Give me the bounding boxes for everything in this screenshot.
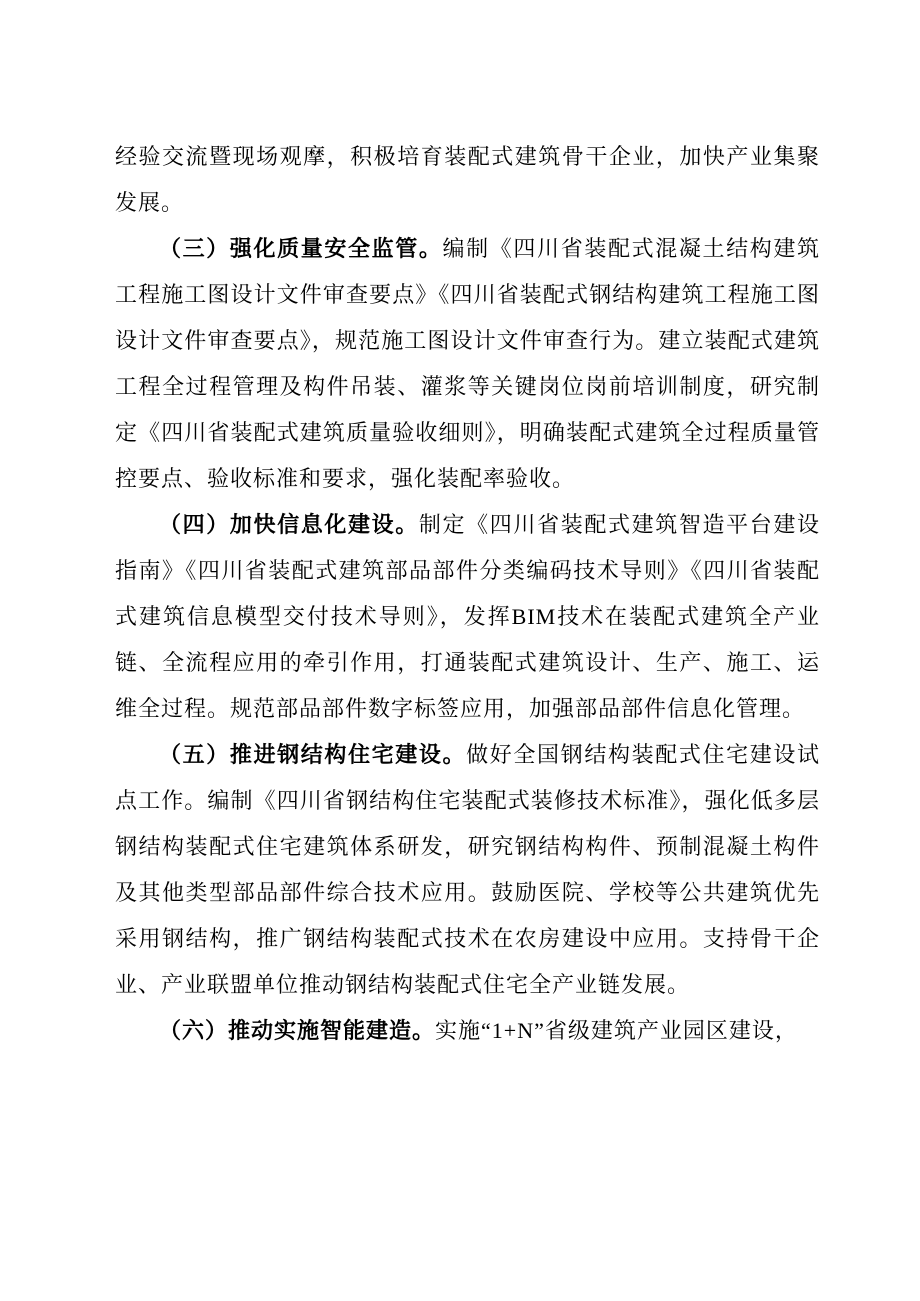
- paragraph: [115, 134, 820, 226]
- paragraph-heading: （三）强化质量安全监管。: [159, 236, 443, 261]
- paragraph-heading: （四）加快信息化建设。: [159, 512, 419, 537]
- paragraph-text: 经验交流暨现场观摩，积极培育装配式建筑骨干企业，加快产业集聚发展。: [115, 144, 820, 215]
- paragraph-text: 编制《四川省装配式混凝土结构建筑工程施工图设计文件审查要点》《四川省装配式钢结构建筑工程施工图设计文件审查要点》，规范施工图设计文件审查行为。建立装配式建筑工程全过程管理及构件吊装、灌浆等关键岗位岗前培训制度，研究制定《四川省装配式建筑质量验收细则》，明确装配式建筑全过程质量管控要点、验收标准和要求，强化装配率验收。: [115, 236, 820, 491]
- paragraph-text: 做好全国钢结构装配式住宅建设试点工作。编制《四川省钢结构住宅装配式装修技术标准》，强化低多层钢结构装配式住宅建筑体系研发，研究钢结构构件、预制混凝土构件及其他类型部品部件综合技术应用。鼓励医院、学校等公共建筑优先采用钢结构，推广钢结构装配式技术在农房建设中应用。支持骨干企业、产业联盟单位推动钢结构装配式住宅全产业链发展。: [115, 742, 820, 997]
- paragraph-heading: （六）推动实施智能建造。: [159, 1018, 436, 1043]
- paragraph-heading: （五）推进钢结构住宅建设。: [159, 742, 467, 767]
- paragraph: [115, 732, 820, 1008]
- document-body: [115, 134, 820, 1054]
- paragraph-text: 制定《四川省装配式建筑智造平台建设指南》《四川省装配式建筑部品部件分类编码技术导则》《四川省装配式建筑信息模型交付技术导则》，发挥BIM技术在装配式建筑全产业链、全流程应用的牵引作用，打通装配式建筑设计、生产、施工、运维全过程。规范部品部件数字标签应用，加强部品部件信息化管理。: [115, 512, 820, 721]
- paragraph: [115, 502, 820, 732]
- paragraph: [115, 1008, 820, 1054]
- paragraph: [115, 226, 820, 502]
- paragraph-text: 实施“1+N”省级建筑产业园区建设，: [435, 1018, 798, 1043]
